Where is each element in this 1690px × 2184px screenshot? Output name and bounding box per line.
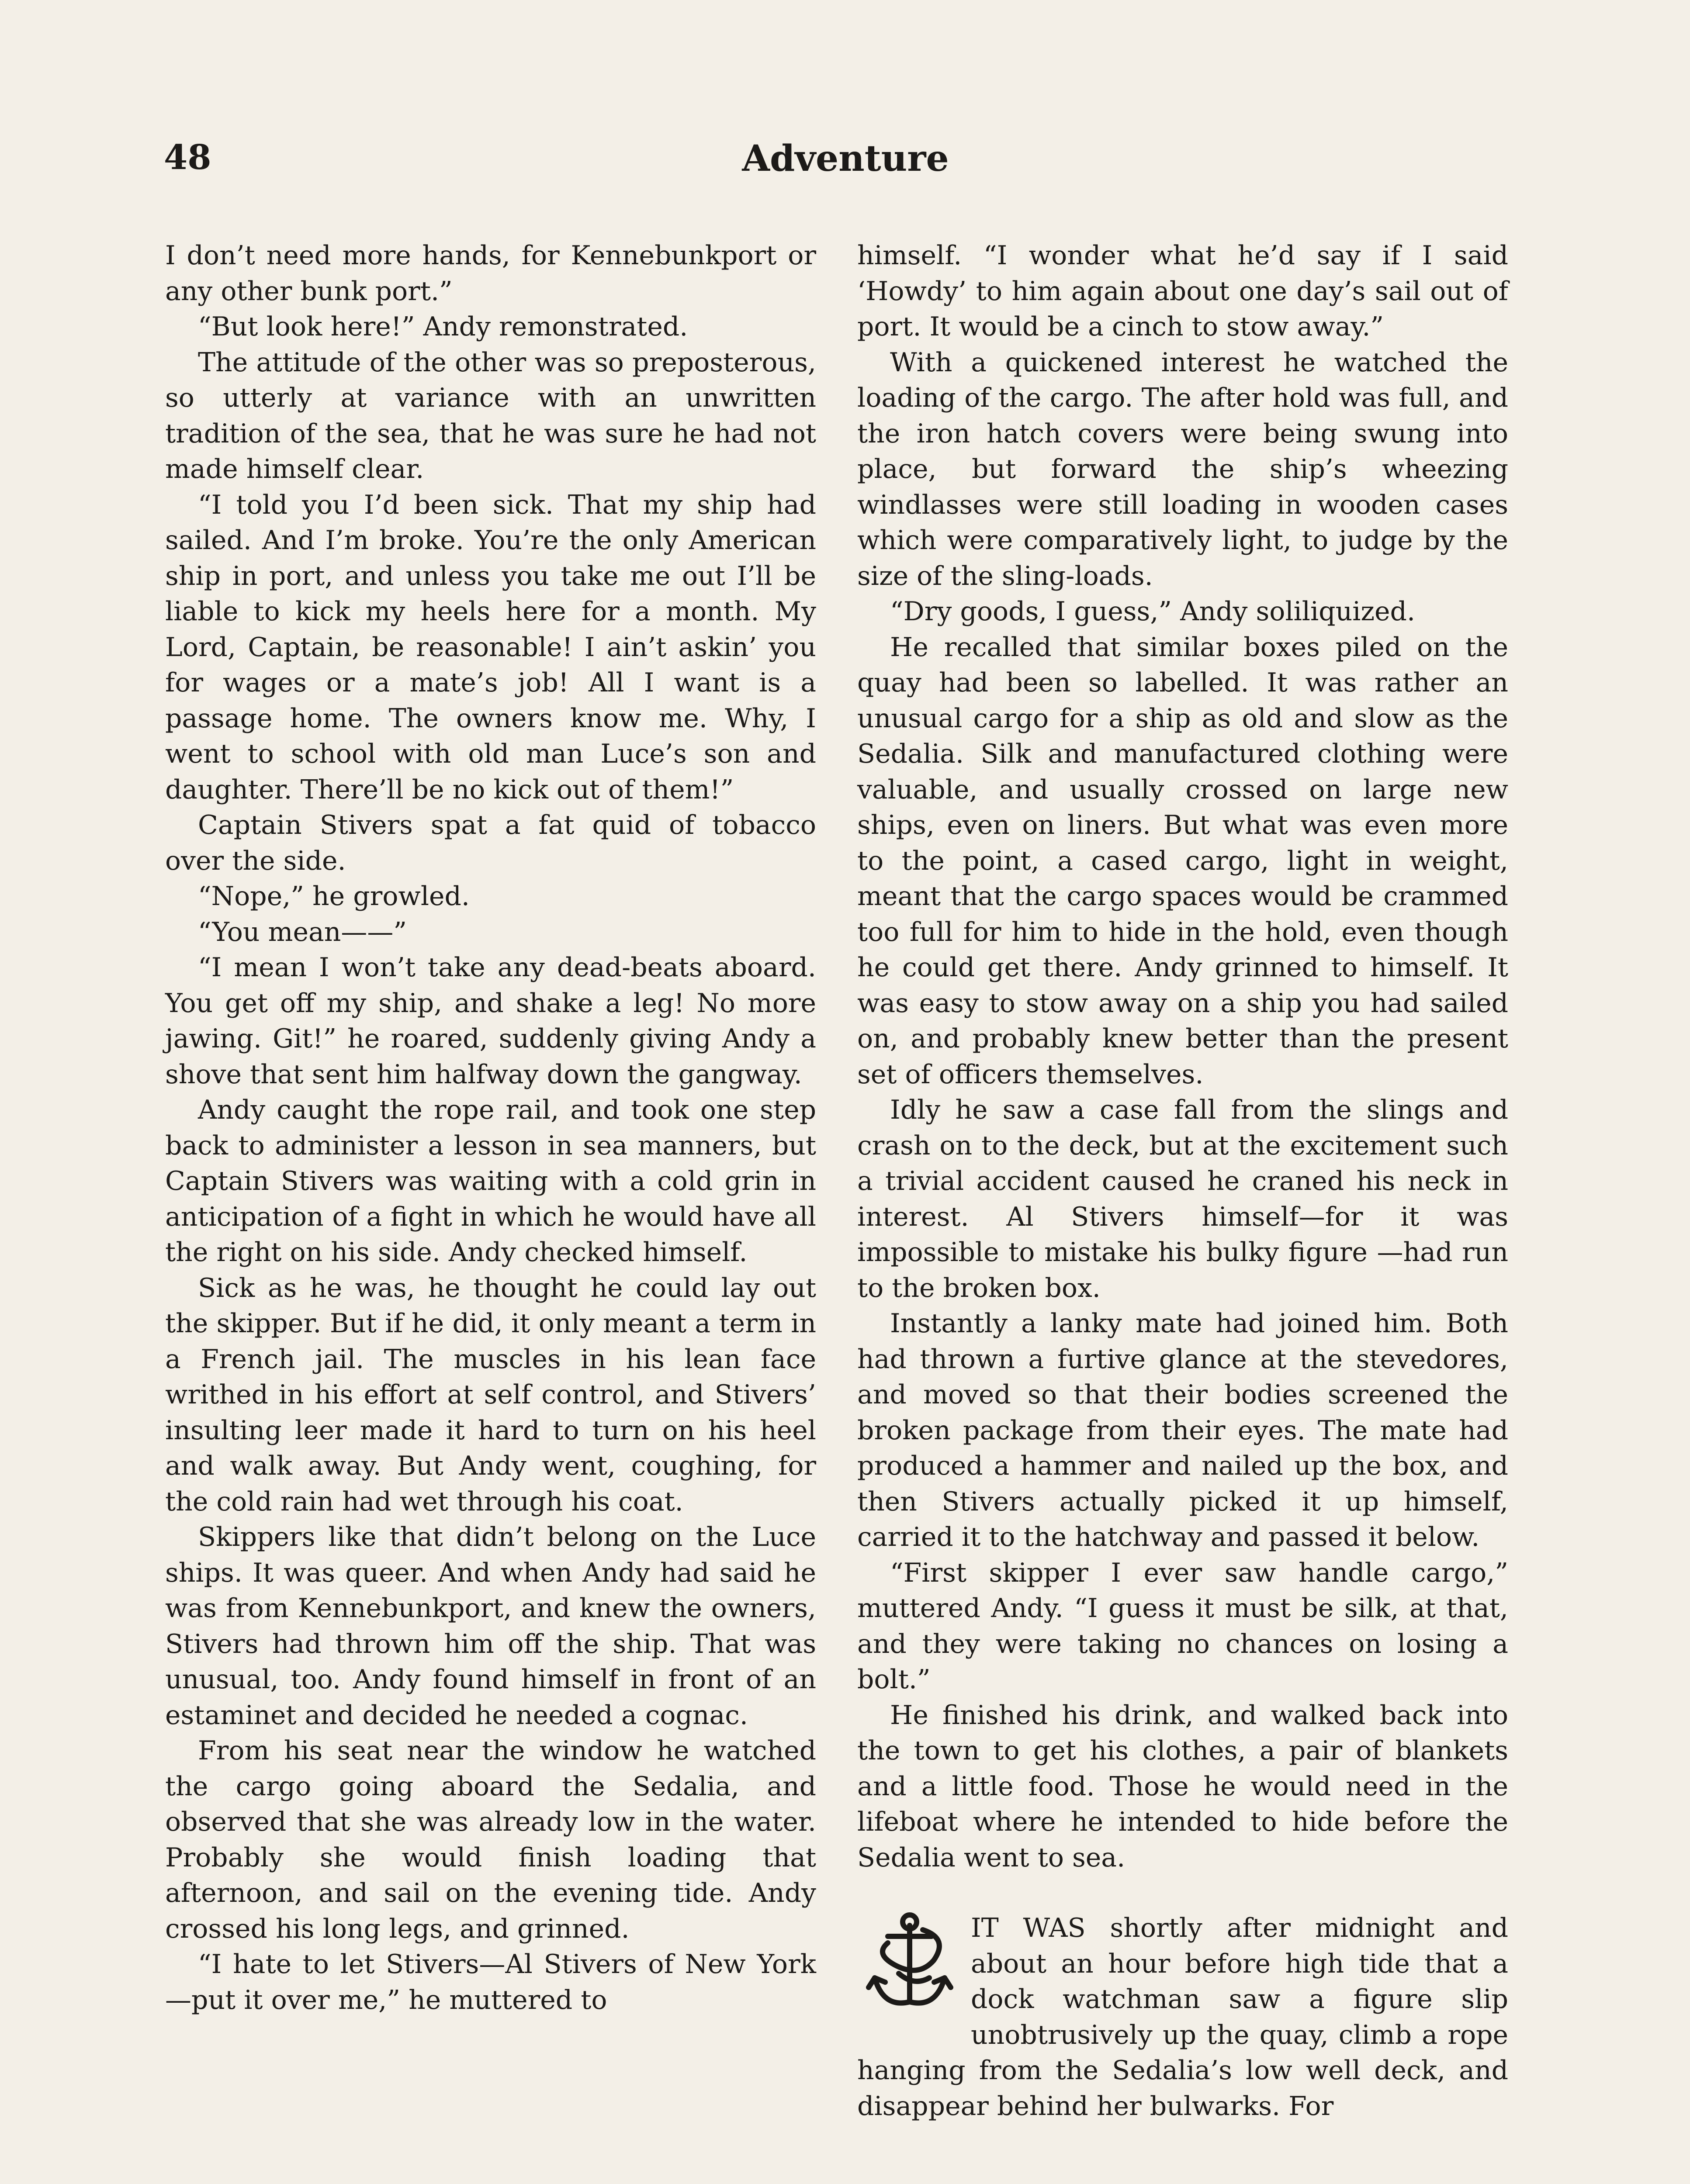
paragraph: He recalled that similar boxes piled on the quay had been so labelled. It was rather an unusual cargo for a ship as old and slow as the Sedalia. Silk and manufactured clothing were valuable, and usually crossed on large new ships, even on liners. But what was even more to the point, a cased cargo, light in weight, meant that the cargo spaces would be crammed too full for him to hide in the hold, even though he could get there. Andy grinned to himself. It was easy to stow away on a ship you had sailed on, and probably knew better than the present set of officers themselves. — [857, 632, 1508, 1090]
anchor-ornament-icon — [857, 1912, 962, 2019]
page-number: 48 — [164, 138, 211, 177]
section-paragraph: IT WAS shortly after midnight and about an hour before high tide that a dock watchman saw a figure slip unobtrusively up the quay, climb a rope hanging from the Sedalia’s low well deck, and disappear behind her bulwarks. For — [857, 1913, 1508, 2122]
paragraph: With a quickened interest he watched the loading of the cargo. The after hold was full, and the iron hatch covers were being swung into place, but forward the ship’s wheezing windlasses were still loading in wooden cases which were comparatively light, to judge by the size of the sling-loads. — [857, 347, 1508, 591]
paragraph: “I told you I’d been sick. That my ship had sailed. And I’m broke. You’re the only American ship in port, and unless you take me out I’ll be liable to kick my heels here for a month. My Lord, Captain, be reasonable! I ain’t askin’ you for wages or a mate’s job! All I want is a passage home. The owners know me. Why, I went to school with old man Luce’s son and daughter. There’ll be no kick out of them!” — [165, 489, 816, 805]
paragraph: Instantly a lanky mate had joined him. Both had thrown a furtive glance at the stevedores, and moved so that their bodies screened the broken package from their eyes. The mate had produced a hammer and nailed up the box, and then Stivers actually picked it up himself, carried it to the hatchway and passed it below. — [857, 1308, 1508, 1552]
paragraph: “First skipper I ever saw handle cargo,” muttered Andy. “I guess it must be silk, at that, and they were taking no chances on losing a bolt.” — [857, 1557, 1508, 1695]
paragraph: I don’t need more hands, for Kennebunkport or any other bunk port.” — [165, 240, 816, 307]
paragraph: Andy caught the rope rail, and took one step back to administer a lesson in sea manners, but Captain Stivers was waiting with a cold grin in anticipation of a fight in which he would have all the right on his side. Andy checked himself. — [165, 1095, 816, 1268]
paragraph: Skippers like that didn’t belong on the Luce ships. It was queer. And when Andy had said he was from Kennebunkport, and knew the owners, Stivers had thrown him off the ship. That was unusual, too. Andy found himself in front of an estaminet and decided he needed a cognac. — [165, 1522, 816, 1731]
paragraph: He finished his drink, and walked back into the town to get his clothes, a pair of blankets and a little food. Those he would need in the lifeboat where he intended to hide before the Sedalia went to sea. — [857, 1700, 1508, 1873]
right-column — [857, 238, 1508, 2124]
paragraph: “Nope,” he growled. — [198, 881, 470, 912]
paragraph: From his seat near the window he watched the cargo going aboard the Sedalia, and observed that she was already low in the water. Probably she would finish loading that afternoon, and sail on the evening tide. Andy crossed his long legs, and grinned. — [165, 1735, 816, 1944]
left-column — [165, 238, 816, 2018]
paragraph: himself. “I wonder what he’d say if I said ‘Howdy’ to him again about one day’s sail out of port. It would be a cinch to stow away.” — [857, 240, 1508, 342]
page-header — [164, 138, 1527, 199]
paragraph: “But look here!” Andy remonstrated. — [198, 311, 688, 342]
running-head: Adventure — [742, 138, 949, 180]
paragraph: “You mean——” — [198, 916, 407, 947]
paragraph: Sick as he was, he thought he could lay out the skipper. But if he did, it only meant a term in a French jail. The muscles in his lean face writhed in his effort at self control, and Stivers’ insulting leer made it hard to turn on his heel and walk away. But Andy went, coughing, for the cold rain had wet through his coat. — [165, 1272, 816, 1517]
paragraph: “Dry goods, I guess,” Andy soliliquized. — [890, 596, 1416, 627]
paragraph: The attitude of the other was so preposterous, so utterly at variance with an unwritten tradition of the sea, that he was sure he had not made himself clear. — [165, 347, 816, 484]
paragraph: “I mean I won’t take any dead-beats aboard. You get off my ship, and shake a leg! No more jawing. Git!” he roared, suddenly giving Andy a shove that sent him halfway down the gangway. — [165, 952, 816, 1090]
section-break — [857, 1911, 1508, 2124]
paragraph: Idly he saw a case fall from the slings and crash on to the deck, but at the excitement such a trivial accident caused he craned his neck in interest. Al Stivers himself—for it was impossible to mistake his bulky figure —had run to the broken box. — [857, 1095, 1508, 1303]
paragraph: “I hate to let Stivers—Al Stivers of New York—put it over me,” he muttered to — [165, 1949, 816, 2015]
paragraph: Captain Stivers spat a fat quid of tobacco over the side. — [165, 810, 816, 876]
